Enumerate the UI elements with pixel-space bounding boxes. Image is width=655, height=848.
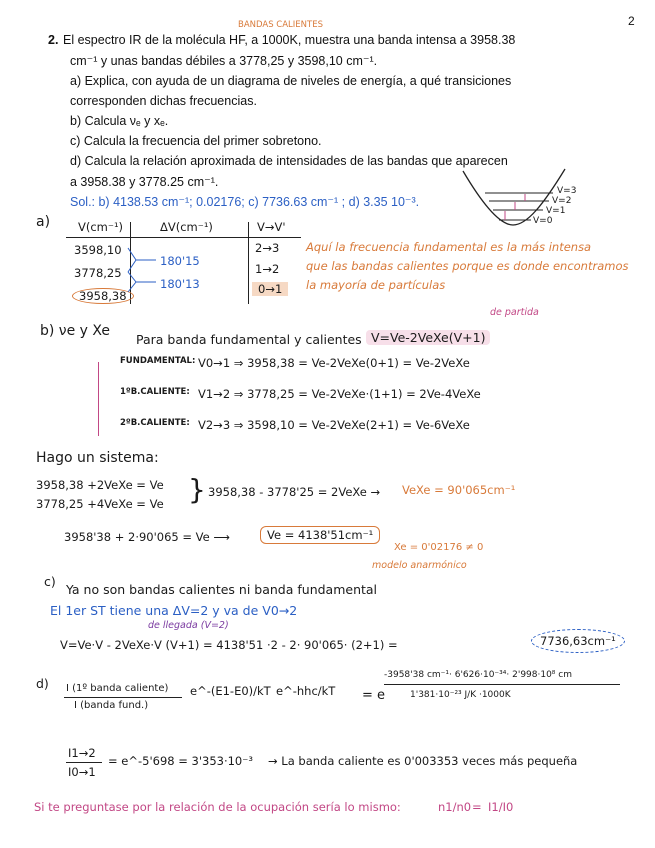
sistema-heading: Hago un sistema: bbox=[36, 450, 159, 466]
solution-line: Sol.: b) 4138.53 cm⁻¹; 0.02176; c) 7736.63 cm⁻¹ ; d) 3.35 10⁻³. bbox=[70, 195, 420, 209]
part-a-note-1: Aquí la frecuencia fundamental es la más intensa bbox=[306, 240, 592, 254]
xe-result: Xe = 0'02176 ≠ 0 bbox=[394, 542, 484, 553]
table-row-t: 2→3 bbox=[255, 241, 280, 255]
level-v1: V=1 bbox=[546, 206, 566, 216]
ratio-line bbox=[66, 762, 102, 763]
problem-d: d) Calcula la relación aproximada de intensidades de las bandas que aparecen bbox=[70, 154, 508, 168]
problem-c: c) Calcula la frecuencia del primer sobretono. bbox=[70, 134, 322, 148]
table-row-v-highlighted: 3958,38 bbox=[72, 288, 134, 304]
problem-a2: corresponden dichas frecuencias. bbox=[70, 94, 257, 108]
part-c-line-2: El 1er ST tiene una ΔV=2 y va de V0→2 bbox=[50, 603, 298, 618]
system-result: 3958,38 - 3778'25 = 2VeXe → bbox=[208, 485, 381, 499]
energy-diagram bbox=[455, 165, 595, 235]
part-b-bracket bbox=[98, 362, 99, 436]
occupation-lhs: n1/n0 bbox=[438, 800, 472, 814]
part-a-note-2: que las bandas calientes porque es donde encontramos bbox=[306, 259, 629, 273]
caliente-2-eq: V2→3 ⇒ 3598,10 = Ve-2VeXe(2+1) = Ve-6VeXe bbox=[198, 418, 470, 432]
table-row-v: 3778,25 bbox=[74, 266, 122, 280]
part-d-exp-3-den: 1'381·10⁻²³ J/K ·1000K bbox=[410, 690, 511, 700]
level-v3: V=3 bbox=[557, 186, 577, 196]
level-v0: V=0 bbox=[533, 216, 553, 226]
ratio-text: → La banda caliente es 0'003353 veces más pequeña bbox=[268, 754, 578, 768]
occupation-equals: = bbox=[472, 800, 482, 814]
part-c-result: 7736,63cm⁻¹ bbox=[531, 629, 625, 653]
part-b-label: b) νe y Xe bbox=[40, 323, 110, 339]
delta-2: 180'13 bbox=[160, 277, 200, 291]
part-b-intro: Para banda fundamental y calientes bbox=[136, 332, 362, 347]
problem-line-2: cm⁻¹ y unas bandas débiles a 3778,25 y 3598,10 cm⁻¹. bbox=[70, 54, 378, 68]
problem-line-1: El espectro IR de la molécula HF, a 1000K, muestra una banda intensa a 3958.38 bbox=[63, 33, 516, 47]
ratio-eq: = e^-5'698 = 3'353·10⁻³ bbox=[108, 754, 253, 768]
problem-number: 2. bbox=[48, 33, 59, 47]
llegada-note: de llegada (V=2) bbox=[148, 620, 229, 631]
header-note: BANDAS CALIENTES bbox=[238, 20, 323, 30]
ve-line: 3958'38 + 2·90'065 = Ve ⟶ bbox=[64, 530, 230, 544]
part-d-frac-num: I (1º banda caliente) bbox=[66, 683, 169, 694]
caliente-1-eq: V1→2 ⇒ 3778,25 = Ve-2VeXe·(1+1) = 2Ve-4VeXe bbox=[198, 387, 481, 401]
part-d-label: d) bbox=[36, 676, 49, 691]
problem-d2: a 3958.38 y 3778.25 cm⁻¹. bbox=[70, 175, 219, 189]
ve-result: Ve = 4138'51cm⁻¹ bbox=[260, 526, 380, 544]
caliente-1-label: 1ºB.CALIENTE: bbox=[120, 387, 190, 397]
part-d-exp-2: e^-hhc/kT bbox=[276, 684, 336, 698]
system-eq-1: 3958,38 +2VeXe = Ve bbox=[36, 478, 164, 492]
table-header-rule bbox=[66, 237, 301, 238]
system-brace: } bbox=[188, 473, 206, 506]
caliente-2-label: 2ºB.CALIENTE: bbox=[120, 418, 190, 428]
vexe-result: VeXe = 90'065cm⁻¹ bbox=[402, 483, 516, 497]
part-d-frac-line bbox=[64, 697, 182, 698]
problem-a: a) Explica, con ayuda de un diagrama de niveles de energía, a qué transiciones bbox=[70, 74, 512, 88]
part-c-line-1: Ya no son bandas calientes ni banda fundamental bbox=[66, 582, 378, 597]
page-number: 2 bbox=[628, 14, 635, 28]
delta-1: 180'15 bbox=[160, 254, 200, 268]
table-header-dv: ΔV(cm⁻¹) bbox=[160, 220, 213, 234]
part-d-exp-3-num: -3958'38 cm⁻¹· 6'626·10⁻³⁴· 2'998·10⁸ cm bbox=[384, 670, 572, 680]
problem-b: b) Calcula νₑ y xₑ. bbox=[70, 114, 169, 128]
part-d-e-symbol: = e bbox=[362, 688, 386, 703]
ratio-den: I0→1 bbox=[68, 765, 96, 779]
occupation-rhs: I1/I0 bbox=[488, 800, 514, 814]
fund-label: FUNDAMENTAL: bbox=[120, 356, 196, 366]
part-d-exp-1: e^-(E1-E0)/kT bbox=[190, 684, 271, 698]
anarmonico-note: modelo anarmónico bbox=[372, 560, 467, 571]
part-d-frac-den: I (banda fund.) bbox=[74, 700, 149, 711]
occupation-note: Si te preguntase por la relación de la ocupación sería lo mismo: bbox=[34, 800, 401, 814]
table-divider-2 bbox=[248, 222, 249, 304]
level-v2: V=2 bbox=[552, 196, 572, 206]
part-c-label: c) bbox=[44, 574, 56, 589]
part-a-label: a) bbox=[36, 214, 51, 230]
part-b-formula: V=Ve-2VeXe(V+1) bbox=[366, 330, 490, 345]
part-c-eq: V=Ve·V - 2VeXe·V (V+1) = 4138'51 ·2 - 2· 90'065· (2+1) = bbox=[60, 638, 398, 652]
table-header-v: V(cm⁻¹) bbox=[78, 220, 124, 234]
part-d-exp-3-line bbox=[384, 684, 620, 685]
fund-eq: V0→1 ⇒ 3958,38 = Ve-2VeXe(0+1) = Ve-2VeXe bbox=[198, 356, 470, 370]
table-row-t-highlighted: 0→1 bbox=[252, 282, 288, 296]
table-row-v: 3598,10 bbox=[74, 243, 122, 257]
table-header-transition: V→V' bbox=[257, 220, 286, 234]
part-a-note-3: la mayoría de partículas bbox=[306, 278, 446, 292]
ratio-num: I1→2 bbox=[68, 746, 96, 760]
de-partida-note: de partida bbox=[490, 307, 539, 318]
system-eq-2: 3778,25 +4VeXe = Ve bbox=[36, 497, 164, 511]
table-row-t: 1→2 bbox=[255, 262, 280, 276]
